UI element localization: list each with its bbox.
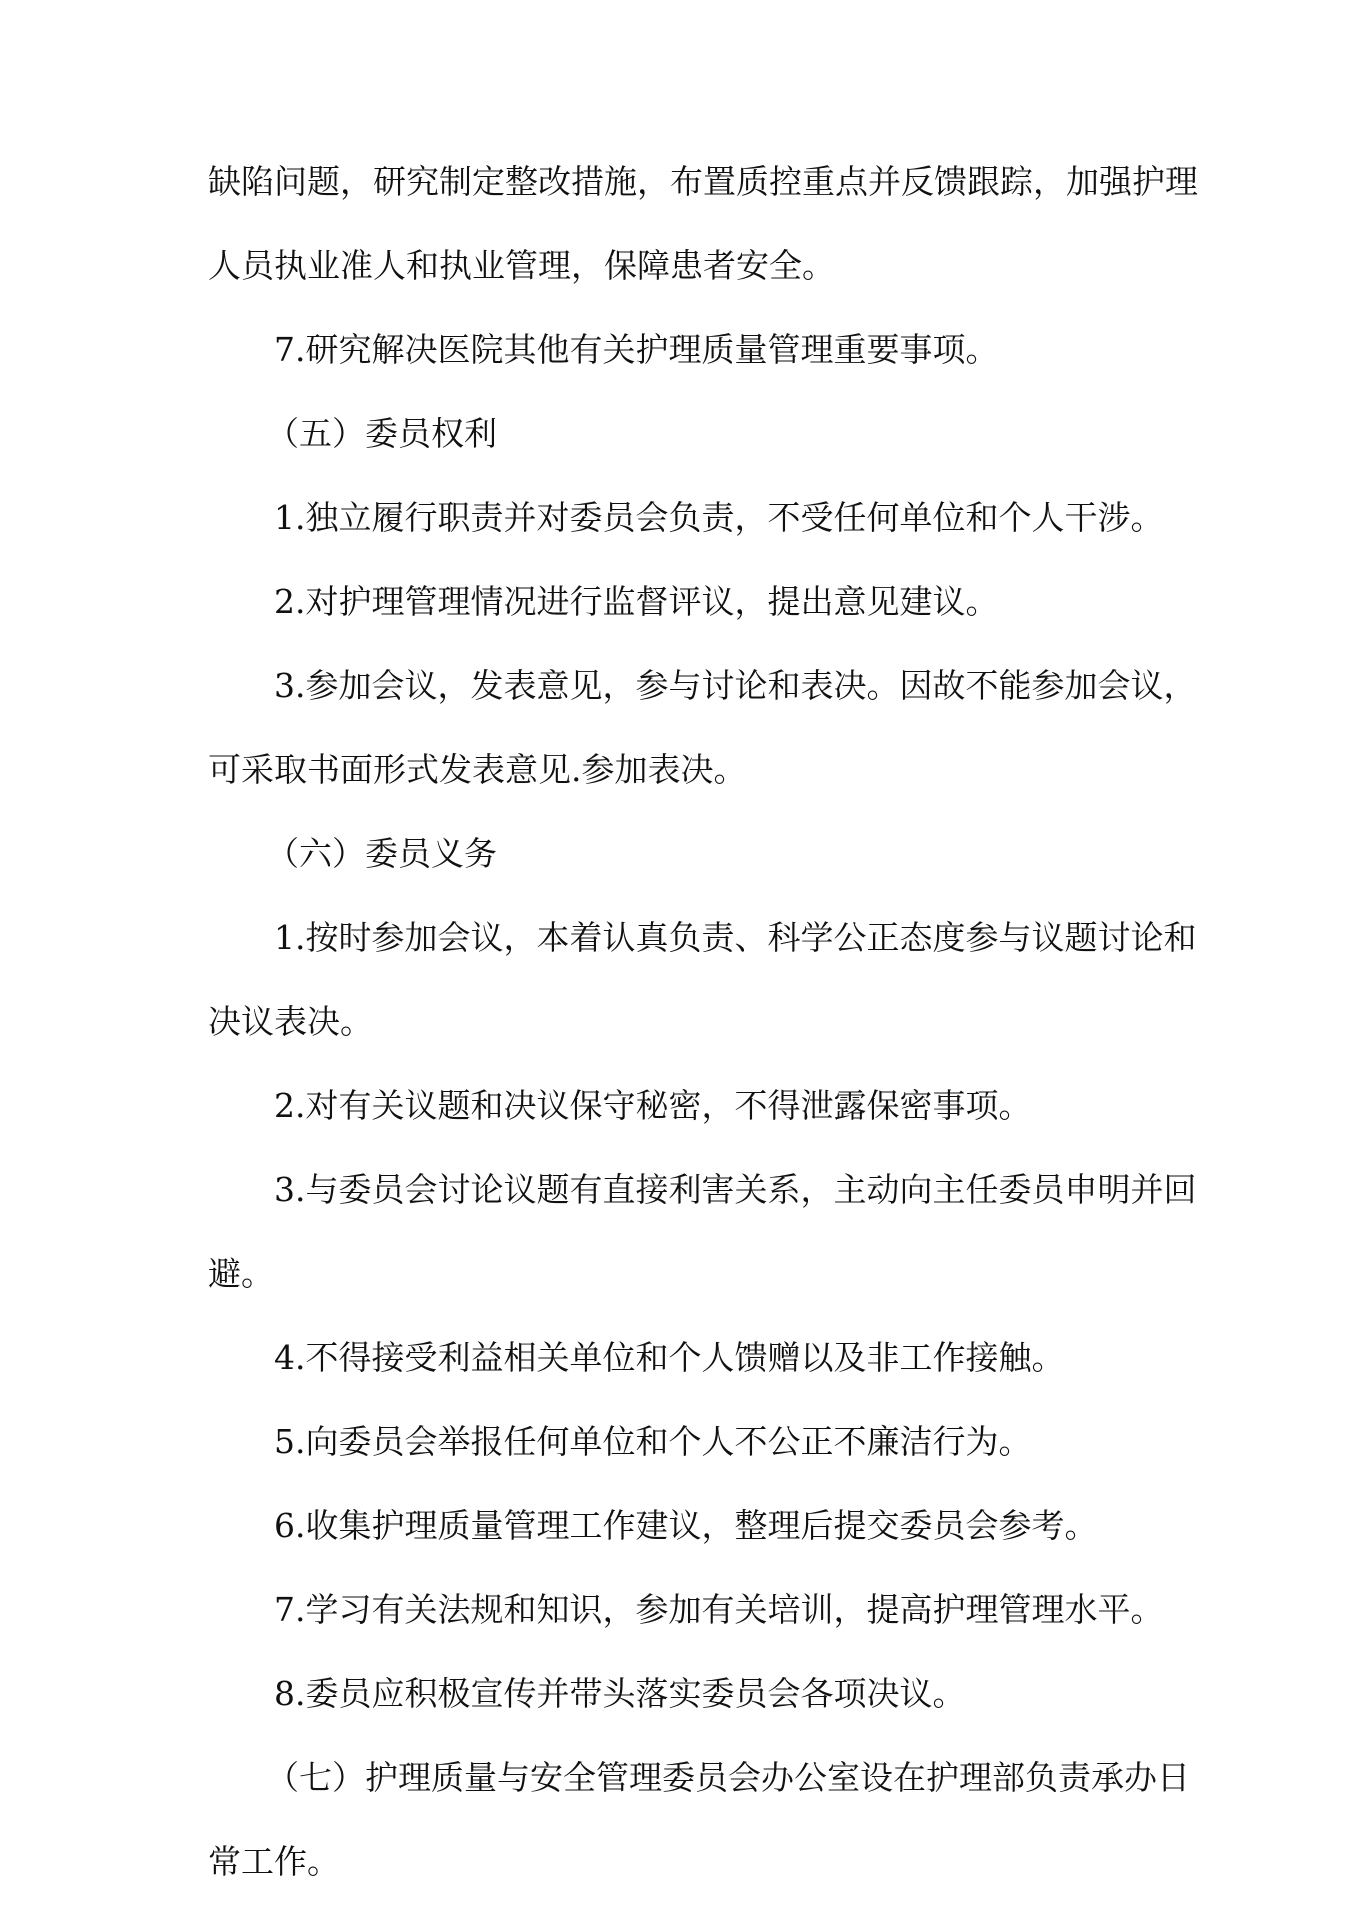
obligation-item-1-continued: 决议表决。 [208, 1002, 373, 1041]
obligation-item-3-continued: 避。 [208, 1254, 274, 1293]
rights-item-3: 3.参加会议，发表意见，参与讨论和表决。因故不能参加会议， [274, 666, 1197, 705]
section-heading-member-rights: （五）委员权利 [266, 414, 497, 453]
section-7-office: （七）护理质量与安全管理委员会办公室设在护理部负责承办日 [266, 1758, 1190, 1797]
obligation-item-6: 6.收集护理质量管理工作建议，整理后提交委员会参考。 [274, 1506, 1098, 1545]
rights-item-2: 2.对护理管理情况进行监督评议，提出意见建议。 [274, 582, 999, 621]
obligation-item-3: 3.与委员会讨论议题有直接利害关系，主动向主任委员申明并回 [274, 1170, 1197, 1209]
text-line: 缺陷问题，研究制定整改措施，布置质控重点并反馈跟踪，加强护理 [208, 162, 1198, 201]
obligation-item-1: 1.按时参加会议，本着认真负责、科学公正态度参与议题讨论和 [274, 918, 1197, 957]
document-body [208, 140, 1198, 1904]
section-7-office-continued: 常工作。 [208, 1842, 340, 1881]
rights-item-3-continued: 可采取书面形式发表意见.参加表决。 [208, 750, 747, 789]
rights-item-1: 1.独立履行职责并对委员会负责，不受任何单位和个人干涉。 [274, 498, 1164, 537]
text-line: 人员执业准人和执业管理，保障患者安全。 [208, 246, 835, 285]
obligation-item-2: 2.对有关议题和决议保守秘密，不得泄露保密事项。 [274, 1086, 1032, 1125]
section-heading-member-obligations: （六）委员义务 [266, 834, 497, 873]
obligation-item-5: 5.向委员会举报任何单位和个人不公正不廉洁行为。 [274, 1422, 1032, 1461]
obligation-item-4: 4.不得接受利益相关单位和个人馈赠以及非工作接触。 [274, 1338, 1065, 1377]
obligation-item-8: 8.委员应积极宣传并带头落实委员会各项决议。 [274, 1674, 966, 1713]
obligation-item-7: 7.学习有关法规和知识，参加有关培训，提高护理管理水平。 [274, 1590, 1164, 1629]
item-7-duty: 7.研究解决医院其他有关护理质量管理重要事项。 [274, 330, 999, 369]
